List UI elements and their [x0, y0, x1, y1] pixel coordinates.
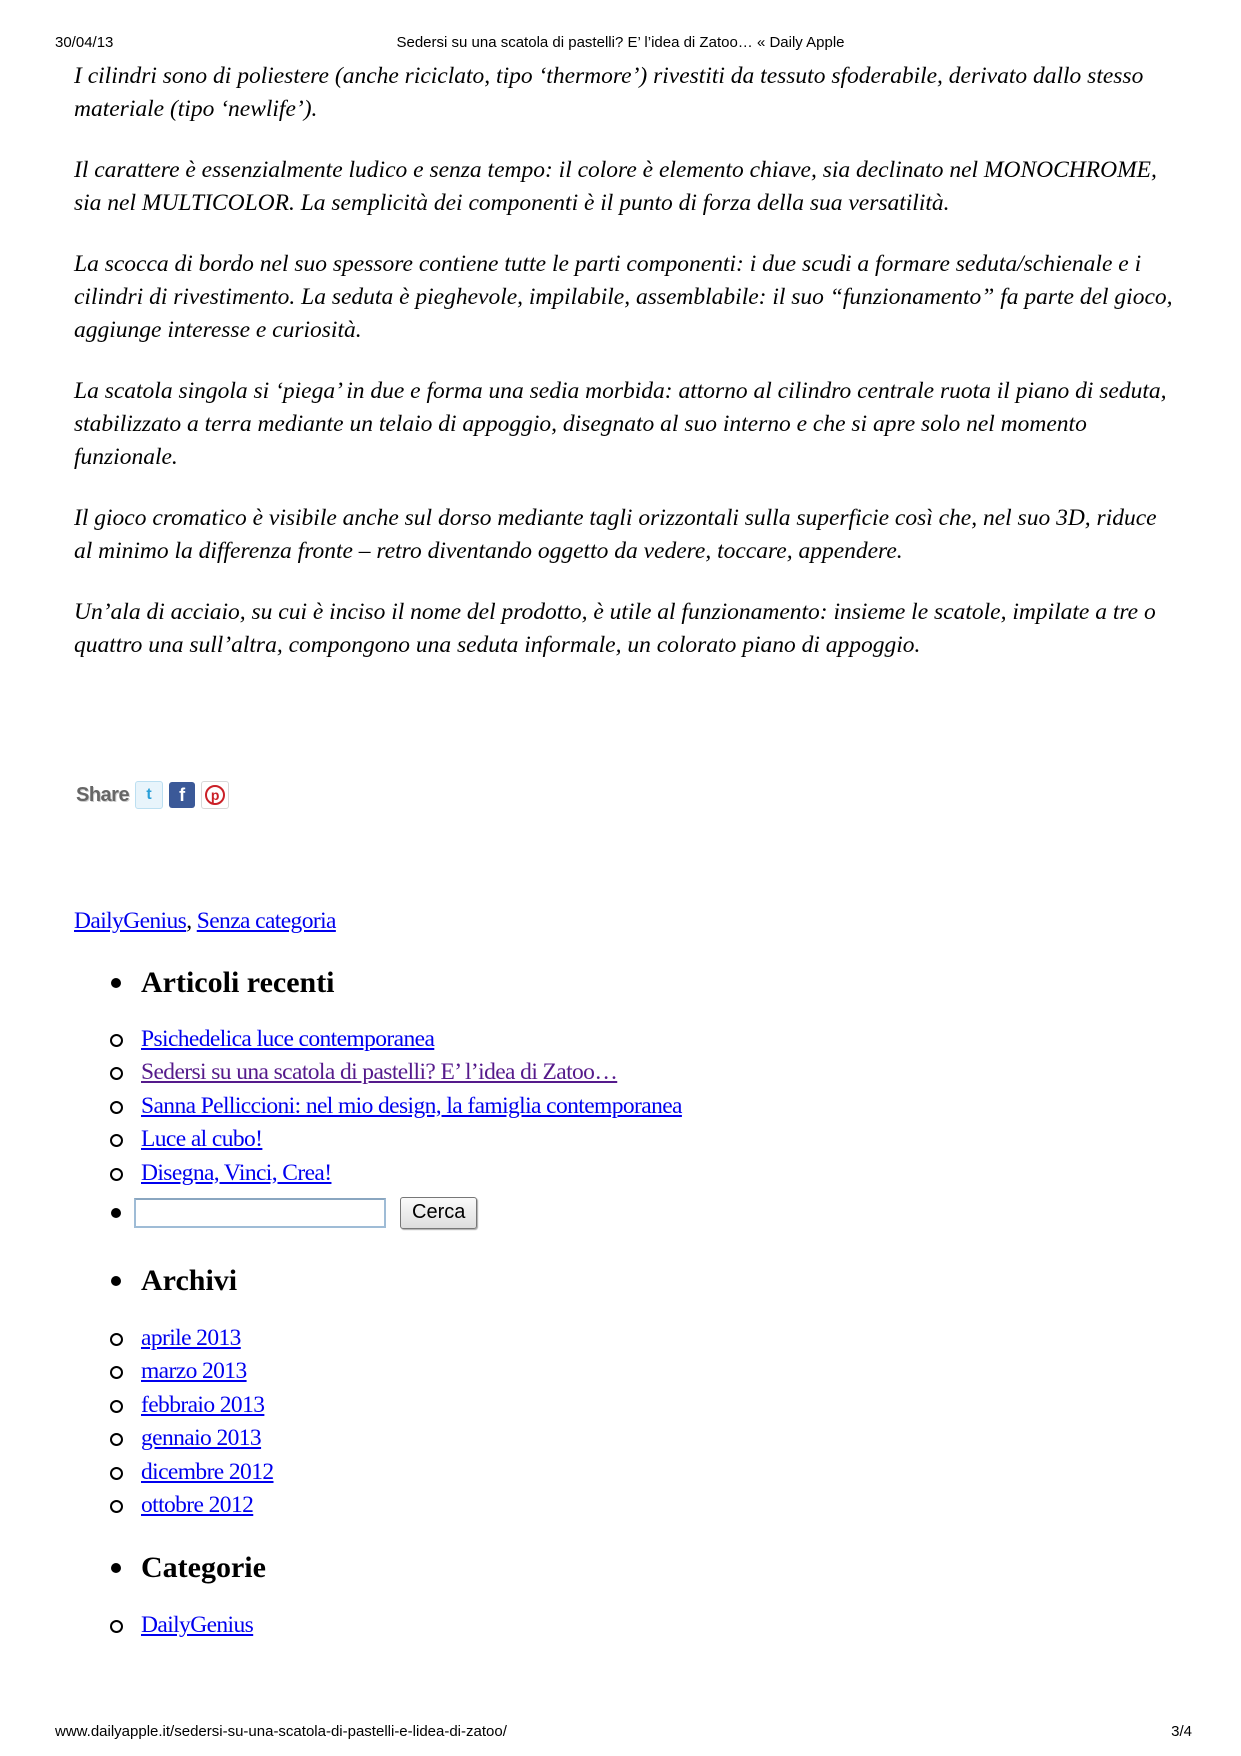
list-item: [141, 1123, 1174, 1156]
bullet-circle-icon: [110, 1500, 123, 1513]
print-page-number: 3/4: [1171, 1723, 1192, 1740]
archive-link[interactable]: aprile 2013: [141, 1324, 241, 1351]
print-date: 30/04/13: [55, 34, 114, 51]
widget-title: [141, 1258, 1174, 1303]
category-link-senza-categoria[interactable]: Senza categoria: [196, 908, 336, 934]
bullet-circle-icon: [110, 1366, 123, 1379]
list-item: [141, 1090, 1174, 1123]
bullet-disc-icon: [111, 1208, 121, 1218]
categories-widget: [74, 1545, 1174, 1642]
facebook-icon[interactable]: f: [169, 782, 195, 808]
category-link[interactable]: DailyGenius: [141, 1612, 254, 1639]
bullet-disc-icon: [111, 1276, 121, 1286]
recent-post-link[interactable]: Sanna Pelliccioni: nel mio design, la famiglia contemporanea: [141, 1092, 682, 1119]
recent-post-link[interactable]: Disegna, Vinci, Crea!: [141, 1159, 332, 1186]
list-item: [141, 1322, 1174, 1355]
categories-list: [141, 1590, 1174, 1642]
archive-link[interactable]: marzo 2013: [141, 1358, 247, 1385]
bullet-circle-icon: [110, 1433, 123, 1446]
recent-posts-widget: [74, 960, 1174, 1190]
bullet-circle-icon: [110, 1400, 123, 1413]
bullet-circle-icon: [110, 1034, 123, 1047]
print-header: [0, 34, 1241, 54]
article-body: [74, 60, 1174, 690]
bullet-circle-icon: [110, 1101, 123, 1114]
share-bar: [76, 781, 229, 809]
article-paragraph: I cilindri sono di poliestere (anche riciclato, tipo ‘thermore’) rivestiti da tessuto sfoderabile, derivato dallo stesso materiale (tipo ‘newlife’).: [74, 63, 1144, 122]
category-link-dailygenius[interactable]: DailyGenius: [74, 908, 187, 934]
archives-title: Archivi: [141, 1263, 238, 1297]
archive-link[interactable]: gennaio 2013: [141, 1425, 262, 1452]
list-item: [141, 1023, 1174, 1056]
article-paragraph: Un’ala di acciaio, su cui è inciso il nome del prodotto, è utile al funzionamento: insieme le scatole, impilate a tre o quattro una sull’altra, compongono una seduta informale, un colorato piano di appoggio.: [74, 599, 1156, 658]
list-item: [141, 1609, 1174, 1642]
search-button[interactable]: Cerca: [400, 1197, 477, 1229]
post-categories: [74, 908, 336, 935]
categories-title: Categorie: [141, 1551, 266, 1585]
bullet-circle-icon: [110, 1168, 123, 1181]
article-paragraph: La scocca di bordo nel suo spessore contiene tutte le parti componenti: i due scudi a formare seduta/schienale e i cilindri di rivestimento. La seduta è pieghevole, impilabile, assemblabile: il suo “funzionamento” fa parte del gioco, aggiunge interesse e curiosità.: [74, 251, 1173, 343]
sidebar-widgets: [74, 960, 1174, 1643]
print-url: www.dailyapple.it/sedersi-su-una-scatola-di-pastelli-e-lidea-di-zatoo/: [55, 1723, 507, 1740]
print-title: Sedersi su una scatola di pastelli? E’ l’idea di Zatoo… « Daily Apple: [396, 34, 845, 51]
archive-link[interactable]: febbraio 2013: [141, 1391, 265, 1418]
bullet-disc-icon: [111, 1563, 121, 1573]
search-input[interactable]: [134, 1198, 386, 1228]
twitter-icon[interactable]: t: [135, 781, 163, 809]
article-paragraph: La scatola singola si ‘piega’ in due e forma una sedia morbida: attorno al cilindro centrale ruota il piano di seduta, stabilizzato a terra mediante un telaio di appoggio, disegnato al suo interno e che si apre solo nel momento funzionale.: [74, 378, 1167, 470]
bullet-circle-icon: [110, 1134, 123, 1147]
archive-link[interactable]: ottobre 2012: [141, 1491, 254, 1518]
list-item: [141, 1456, 1174, 1489]
list-item: [141, 1157, 1174, 1190]
list-item: [141, 1056, 1174, 1089]
bullet-circle-icon: [110, 1467, 123, 1480]
print-footer: [0, 1723, 1241, 1743]
search-widget: [74, 1190, 1174, 1236]
widget-title: [141, 1545, 1174, 1590]
bullet-circle-icon: [110, 1620, 123, 1633]
recent-posts-title: Articoli recenti: [141, 966, 335, 999]
recent-post-link[interactable]: Luce al cubo!: [141, 1126, 263, 1153]
share-label: Share: [76, 783, 130, 806]
pinterest-glyph: p: [205, 785, 225, 805]
article-paragraph: Il carattere è essenzialmente ludico e senza tempo: il colore è elemento chiave, sia declinato nel MONOCHROME, sia nel MULTICOLOR. La semplicità dei componenti è il punto di forza della sua versatilità.: [74, 157, 1157, 216]
bullet-circle-icon: [110, 1333, 123, 1346]
widget-title: [141, 960, 1174, 1005]
list-item: [141, 1355, 1174, 1388]
pinterest-icon[interactable]: [201, 781, 229, 809]
list-item: [141, 1489, 1174, 1522]
list-item: [141, 1422, 1174, 1455]
recent-posts-list: [141, 1005, 1174, 1190]
recent-post-link[interactable]: Sedersi su una scatola di pastelli? E’ l’idea di Zatoo…: [141, 1059, 618, 1086]
archives-list: [141, 1303, 1174, 1522]
category-separator: ,: [186, 908, 197, 934]
bullet-disc-icon: [111, 978, 121, 988]
bullet-circle-icon: [110, 1067, 123, 1080]
archives-widget: [74, 1258, 1174, 1522]
recent-post-link[interactable]: Psichedelica luce contemporanea: [141, 1026, 435, 1052]
list-item: [141, 1389, 1174, 1422]
article-paragraph: Il gioco cromatico è visibile anche sul dorso mediante tagli orizzontali sulla superficie così che, nel suo 3D, riduce al minimo la differenza fronte – retro diventando oggetto da vedere, toccare, appendere.: [74, 505, 1157, 564]
archive-link[interactable]: dicembre 2012: [141, 1458, 274, 1485]
